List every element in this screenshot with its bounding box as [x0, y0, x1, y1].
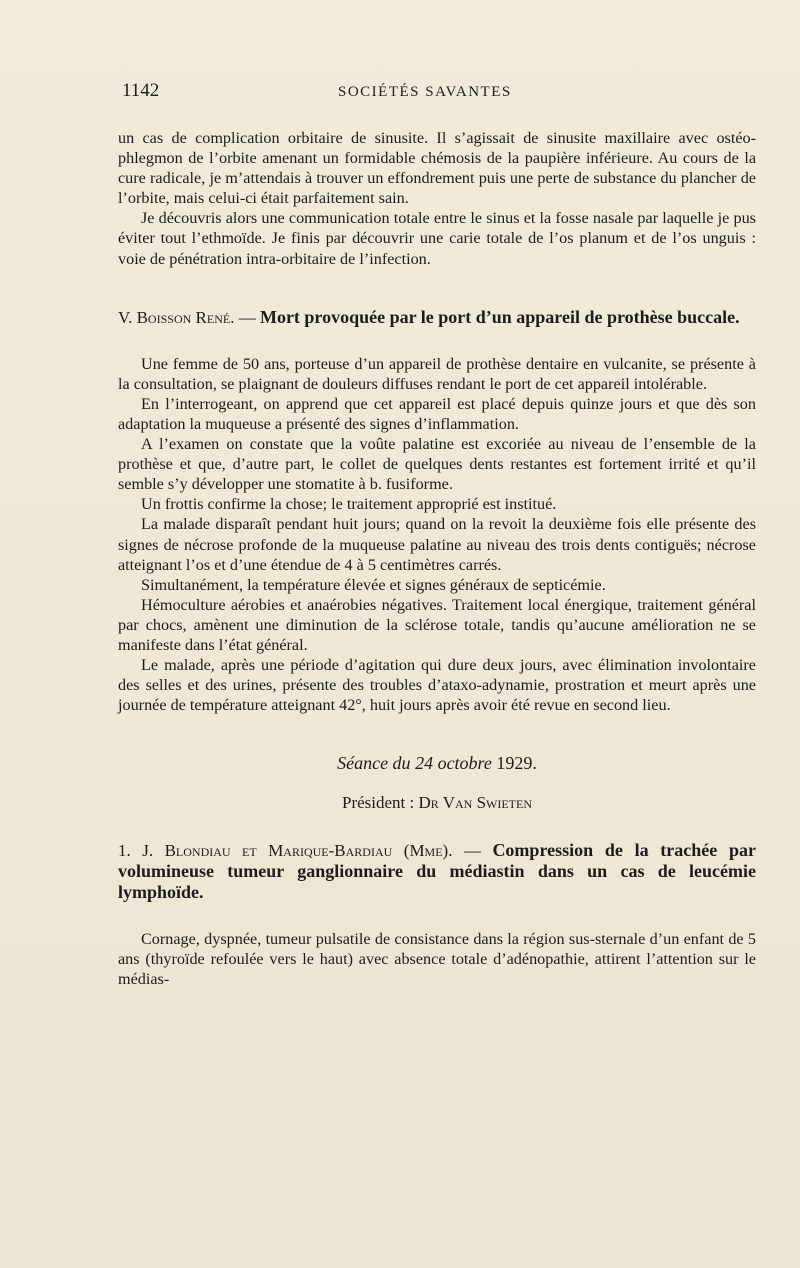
session-date-day: 24 octobre	[415, 753, 492, 774]
session-date	[118, 753, 756, 773]
entry-heading	[118, 840, 756, 903]
entry-paragraph: Hémoculture aérobies et anaérobies négatives. Traitement local énergique, traitement général par chocs, amènent une diminution de la sclérose totale, tandis qu’aucune amélioration ne se manifeste dans l’état général.	[118, 595, 756, 654]
session-president	[118, 793, 756, 813]
entry-paragraph: Cornage, dyspnée, tumeur pulsatile de consistance dans la région sus-sternale d’un enfant de 5 ans (thyroïde refoulée vers le haut) avec absence totale d’adénopathie, attirent l’attention sur le médias-	[118, 929, 756, 988]
session-year: 1929.	[496, 753, 537, 774]
president-label: Président :	[341, 793, 415, 813]
entry-number: 1.	[118, 840, 131, 860]
session-date-label: Séance du	[337, 753, 411, 774]
entry-paragraph: Le malade, après une période d’agitation qui dure deux jours, avec élimination involontaire des selles et des urines, présente des troubles d’ataxo-adynamie, prostration et meurt après une journée de température atteignant 42°, huit jours après avoir été revue en second lieu.	[118, 656, 756, 715]
entry-dash: —	[238, 307, 256, 327]
page-header	[122, 80, 678, 110]
entry-paragraph: Une femme de 50 ans, porteuse d’un appareil de prothèse dentaire en vulcanite, se présente à la consultation, se plaignant de douleurs diffuses rendant le port de cet appareil intolérable.	[118, 354, 756, 393]
entry-paragraph: Simultanément, la température élevée et signes généraux de septicémie.	[141, 575, 606, 594]
page-number: 1142	[122, 80, 160, 101]
body-text	[118, 128, 756, 989]
entry-paragraph: A l’examen on constate que la voûte palatine est excoriée au niveau de l’ensemble de la prothèse et que, d’autre part, le collet de quelques dents restantes est fortement irrité et qu’il semble s’y développer une stomatite à b. fusiforme.	[118, 435, 756, 494]
continuation-paragraph: un cas de complication orbitaire de sinusite. Il s’agissait de sinusite maxillaire avec ostéo-phlegmon de l’orbite amenant un formidable chémosis de la paupière inférieure. Au cours de la cure radicale, je m’attendais à trouver un effondrement puis une perte de substance du plancher de l’orbite, mais celui-ci était parfaitement sain.	[118, 129, 756, 208]
continuation-paragraph: Je découvris alors une communication totale entre le sinus et la fosse nasale par laquelle je pus éviter tout l’ethmoïde. Je finis par découvrir une carie totale de l’os planum et de l’os unguis : voie de pénétration intra-orbitaire de l’infection.	[118, 209, 756, 268]
entry-authors: J. Blondiau et Marique-Bardiau (Mme).	[142, 840, 453, 860]
entry-paragraph: En l’interrogeant, on apprend que cet appareil est placé depuis quinze jours et que dès son adaptation la muqueuse a présenté des signes d’inflammation.	[118, 394, 756, 433]
entry-title: Compression de la trachée par volumineuse tumeur ganglionnaire du médiastin dans un cas de leucémie lymphoïde.	[118, 839, 756, 902]
running-head: SOCIÉTÉS SAVANTES	[338, 84, 512, 100]
entry-title: Mort provoquée par le port d’un appareil de prothèse buccale.	[259, 306, 740, 327]
entry-heading	[118, 307, 756, 328]
entry-number: V.	[118, 307, 133, 327]
president-name: Dr Van Swieten	[418, 793, 532, 813]
entry-author: Boisson René.	[136, 307, 235, 327]
entry-dash: —	[463, 840, 481, 860]
entry-paragraph: Un frottis confirme la chose; le traitement approprié est institué.	[141, 495, 557, 514]
entry-paragraph: La malade disparaît pendant huit jours; quand on la revoit la deuxième fois elle présente des signes de nécrose profonde de la muqueuse palatine au niveau des trois dents contiguës; nécrose atteignant l’os et d’une étendue de 4 à 5 centimètres carrés.	[118, 515, 756, 574]
